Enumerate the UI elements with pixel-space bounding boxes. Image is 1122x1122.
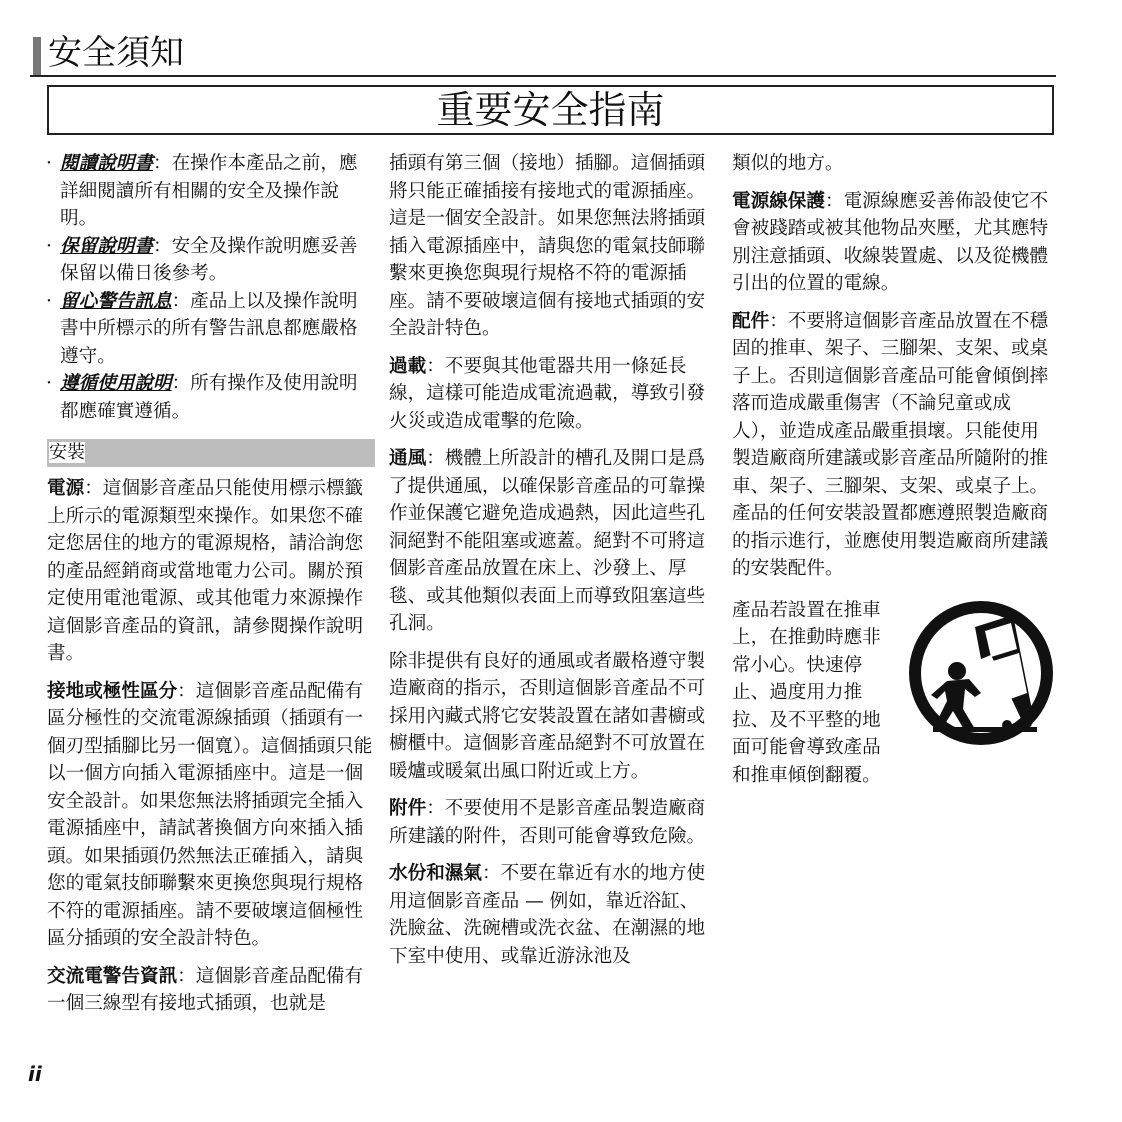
paragraph-ventilation-2: 除非提供有良好的通風或者嚴格遵守製造廠商的指示，否則這個影音產品不可採用內藏式將它安裝設置在諸如書櫥或櫥櫃中。這個影音產品絕對不可放置在暖爐或暖氣出風口附近或上方。 xyxy=(389,650,706,782)
paragraph-attachments: 附件：不要使用不是影音產品製造廠商所建議的附件，否則可能會導致危險。 xyxy=(389,798,706,847)
paragraph-ac-continued: 插頭有第三個（接地）插腳。這個插頭將只能正確插接有接地式的電源插座。這是一個安全設計。如果您無法將插頭插入電源插座中，請與您的電氣技師聯繫來更換您與現行規格不符的電源插座。請不要破壞這個有接地式插頭的安全設計特色。 xyxy=(389,153,706,339)
paragraph-power: 電源：這個影音產品只能使用標示標籤上所示的電源類型來操作。如果您不確定您居住的地方的電源規格，請洽詢您的產品經銷商或當地電力公司。關於預定使用電池電源、或其他電力來源操作這個影音產品的資訊，請參閱操作說明書。 xyxy=(47,478,364,664)
paragraph-overload: 過載：不要與其他電器共用一條延長線，這樣可能造成電流過載，導致引發火災或造成電擊的危險。 xyxy=(389,355,706,432)
header-accent-bar xyxy=(33,37,41,75)
column-1 xyxy=(47,150,375,1028)
bullet-keep-manual: · 保留說明書：安全及操作說明應妥善保留以備日後參考。 xyxy=(46,235,358,284)
cart-tip-over-warning-icon xyxy=(905,597,1057,749)
paragraph-ventilation: 通風：機體上所設計的槽孔及開口是爲了提供通風，以確保影音產品的可靠操作並保護它避免造成過熱，因此這些孔洞絕對不能阻塞或遮蓋。絕對不可將這個影音產品放置在床上、沙發上、厚毯、或其他類似表面上而導致阻塞這些孔洞。 xyxy=(389,448,706,634)
paragraph-cart: 產品若設置在推車上，在推動時應非常小心。快速停止、過度用力推拉、及不平整的地面可能會導致產品和推車傾倒翻覆。 xyxy=(732,599,881,786)
paragraph-ac-warning: 交流電警告資訊：這個影音產品配備有一個三線型有接地式插頭，也就是 xyxy=(47,965,364,1014)
paragraph-water-continued: 類似的地方。 xyxy=(732,153,844,174)
section-title: 安全須知 xyxy=(48,33,184,73)
header-rule xyxy=(30,75,1056,77)
column-2 xyxy=(389,150,714,980)
page-header xyxy=(30,30,1056,78)
paragraph-water: 水份和濕氣：不要在靠近有水的地方使用這個影音產品 — 例如，靠近浴缸、洗臉盆、洗碗槽或洗衣盆、在潮濕的地下室中使用、或靠近游泳池及 xyxy=(389,863,706,967)
paragraph-cord-protection: 電源線保護：電源線應妥善佈設使它不會被踐踏或被其他物品夾壓，尤其應特別注意插頭、收線裝置處、以及從機體引出的位置的電線。 xyxy=(732,190,1049,294)
column-3 xyxy=(732,150,1054,787)
cart-warning-block xyxy=(732,597,1054,787)
paragraph-grounding: 接地或極性區分：這個影音產品配備有區分極性的交流電源線插頭（插頭有一個刃型插腳比另一個寬）。這個插頭只能以一個方向插入電源插座中。這是一個安全設計。如果您無法將插頭完全插入電源插座中，請試著換個方向來插入插頭。如果插頭仍然無法正確插入，請與您的電氣技師聯繫來更換您與現行規格不符的電源插座。請不要破壞這個極性區分插頭的安全設計特色。 xyxy=(47,680,373,949)
banner-title: 重要安全指南 xyxy=(47,85,1054,135)
page-number: ii xyxy=(28,1062,42,1086)
bullet-follow-instructions: · 遵循使用說明：所有操作及使用說明都應確實遵循。 xyxy=(46,373,358,422)
section-heading-install: 安裝 xyxy=(47,439,375,467)
bullet-read-manual: · 閱讀說明書：在操作本產品之前，應詳細閱讀所有相關的安全及操作說明。 xyxy=(46,153,358,229)
paragraph-accessories: 配件：不要將這個影音產品放置在不穩固的推車、架子、三腳架、支架、或桌子上。否則這個影音產品可能會傾倒摔落而造成嚴重傷害（不論兒童或成人），並造成產品嚴重損壞。只能使用製造廠商所建議或影音產品所隨附的推車、架子、三腳架、支架、或桌子上。產品的任何安裝設置都應遵照製造廠商的指示進行，並應使用製造廠商所建議的安裝配件。 xyxy=(732,310,1049,579)
bullet-heed-warnings: · 留心警告訊息：產品上以及操作說明書中所標示的所有警告訊息都應嚴格遵守。 xyxy=(46,290,358,367)
